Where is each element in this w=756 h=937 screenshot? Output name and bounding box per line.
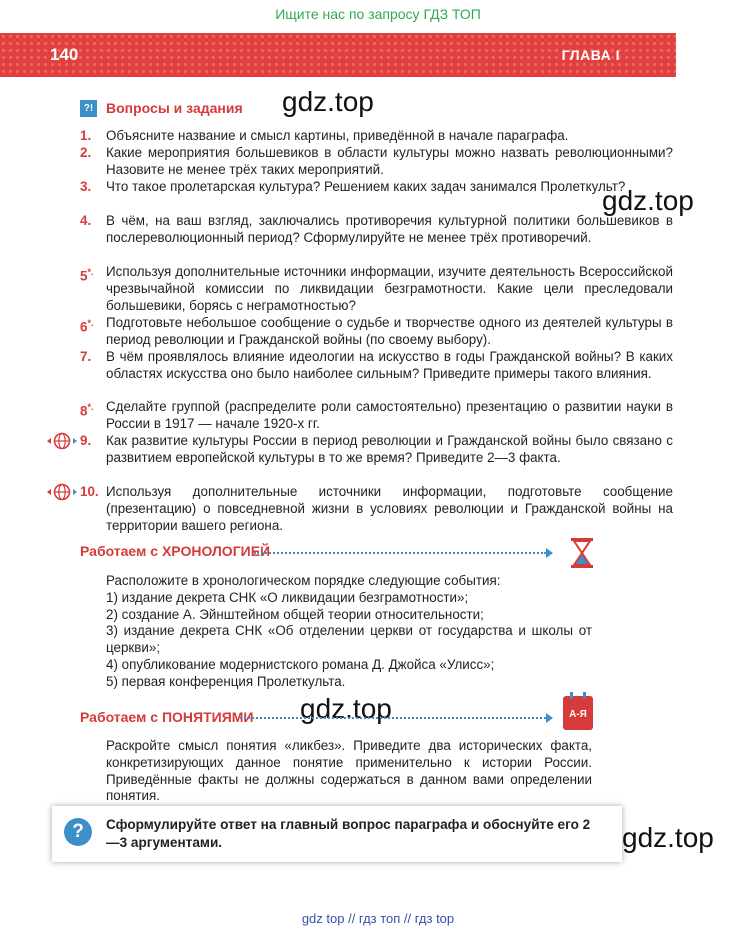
question-text: Что такое пролетарская культура? Решением каких задач занимался Пролеткульт?	[106, 179, 626, 194]
question-text: В чём, на ваш взгляд, заключались противоречия культурной политики большевиков в послереволюционный период? Сформулируйте не менее трёх противоречий.	[106, 213, 673, 245]
question-number: 5	[80, 268, 88, 284]
questions-icon: ?!	[80, 100, 97, 117]
chronology-event: 5) первая конференция Пролеткульта.	[106, 673, 346, 689]
page-header-band	[0, 33, 676, 77]
globe-icon	[46, 483, 78, 501]
question-mark-icon: ?	[64, 818, 92, 846]
question-text: Как развитие культуры России в период революции и Гражданской войны было связано с развитием европейской культуры в то же время? Приведите 2—3 факта.	[106, 433, 673, 465]
concepts-section-title: Работаем с ПОНЯТИЯМИ	[80, 709, 254, 725]
question-number: 2.	[80, 145, 92, 160]
question-number: 7.	[80, 349, 92, 364]
chronology-event: 4) опубликование модернистского романа Д. Джойса «Улисс»;	[106, 656, 495, 672]
chapter-label: ГЛАВА I	[561, 47, 620, 63]
question-text: Используя дополнительные источники информации, подготовьте сообщение (презентацию) о повседневной жизни в условиях революции и Гражданской войны на территории вашего региона.	[106, 484, 673, 533]
watermark: gdz.top	[282, 86, 374, 117]
question-text: Подготовьте небольшое сообщение о судьбе и творчестве одного из деятелей культуры в период революции и Гражданской войны (по своему выбору).	[106, 315, 673, 347]
chronology-task	[106, 573, 592, 691]
globe-icon	[46, 432, 78, 450]
watermark: gdz.top	[602, 185, 694, 216]
question-star: *.	[87, 402, 94, 412]
question-number: 9.	[80, 433, 92, 448]
question-text: Какие мероприятия большевиков в области культуры можно назвать революционными? Назовите не менее трёх таких мероприятий.	[106, 145, 673, 177]
dotted-divider	[240, 717, 546, 719]
question-number: 6	[80, 319, 88, 335]
watermark: gdz.top	[622, 822, 714, 853]
page-number: 140	[50, 45, 79, 64]
question-number: 3.	[80, 179, 92, 194]
dotted-divider	[254, 552, 546, 554]
footer-links[interactable]: gdz top // гдз топ // гдз top	[301, 911, 455, 926]
question-number: 4.	[80, 213, 92, 228]
watermark: gdz.top	[300, 693, 392, 724]
dictionary-icon-label: А-Я	[569, 709, 587, 720]
chronology-event: 2) создание А. Эйнштейном общей теории относительности;	[106, 606, 484, 622]
arrow-right-icon	[546, 713, 553, 723]
concepts-task: Раскройте смысл понятия «ликбез». Приведите два исторических факта, конкретизирующих данное понятие применительно к истории России. Приведённые факты не должны содержаться в данном вами определении понятия.	[106, 738, 592, 804]
hourglass-icon	[569, 537, 595, 569]
question-number: 10.	[80, 484, 99, 499]
question-number: 1.	[80, 128, 92, 143]
chronology-event: 3) издание декрета СНК «Об отделении церкви от государства и школы от церкви»;	[106, 623, 592, 656]
dictionary-icon	[563, 696, 593, 730]
question-star: *.	[87, 267, 94, 277]
questions-section-title: Вопросы и задания	[106, 100, 243, 116]
chronology-section-title: Работаем с ХРОНОЛОГИЕЙ	[80, 543, 271, 559]
question-text: Объясните название и смысл картины, приведённой в начале параграфа.	[106, 128, 569, 143]
final-task-box	[52, 806, 622, 862]
top-search-banner[interactable]: Ищите нас по запросу ГДЗ ТОП	[275, 6, 481, 22]
question-text: Сделайте группой (распределите роли самостоятельно) презентацию о развитии науки в России в 1917 — начале 1920-х гг.	[106, 399, 673, 431]
chronology-event: 1) издание декрета СНК «О ликвидации безграмотности»;	[106, 589, 469, 605]
chronology-intro: Расположите в хронологическом порядке следующие события:	[106, 573, 501, 588]
question-text: Используя дополнительные источники информации, изучите деятельность Всероссийской чрезвычайной комиссии по ликвидации безграмотности. Какие цели преследовали большевики, борясь с неграмотностью?	[106, 264, 673, 313]
arrow-right-icon	[546, 548, 553, 558]
question-text: В чём проявлялось влияние идеологии на искусство в годы Гражданской войны? В каких областях искусства оно было наиболее сильным? Приведите примеры такого влияния.	[106, 349, 673, 381]
question-star: *.	[87, 318, 94, 328]
final-task-text: Сформулируйте ответ на главный вопрос параграфа и обоснуйте его 2—3 аргументами.	[106, 817, 591, 850]
question-number: 8	[80, 403, 88, 419]
